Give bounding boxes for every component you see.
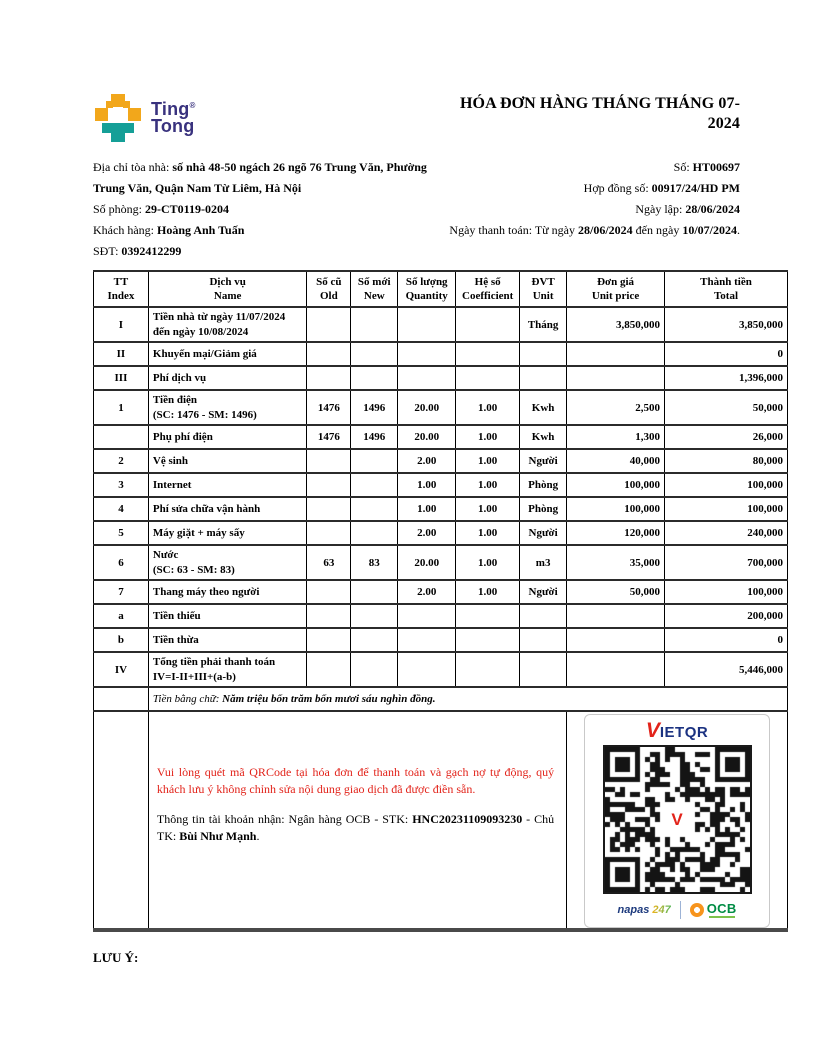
text-segment: 29-CT0119-0204 — [145, 202, 230, 216]
cell-tt: 2 — [94, 449, 149, 473]
text-segment: 10/07/2024 — [682, 223, 737, 237]
qr-code-frame — [603, 745, 752, 894]
cell-qty: 2.00 — [398, 580, 456, 604]
invoice-content — [93, 0, 788, 966]
column-header: TT Index — [94, 271, 149, 307]
cell-tt: 3 — [94, 473, 149, 497]
cell-unit: Phòng — [520, 473, 567, 497]
cell-name: Tổng tiền phải thanh toán IV=I-II+III+(a-b) — [148, 652, 307, 687]
contract-number-line — [443, 178, 740, 199]
cell-tt: 7 — [94, 580, 149, 604]
cell-price — [567, 604, 665, 628]
cell-empty — [94, 711, 149, 930]
table-row — [94, 390, 788, 425]
table-row — [94, 342, 788, 366]
cell-price: 40,000 — [567, 449, 665, 473]
cell-qty: 20.00 — [398, 425, 456, 449]
cell-name: Thang máy theo người — [148, 580, 307, 604]
cell-name: Internet — [148, 473, 307, 497]
cell-name: Tiền nhà từ ngày 11/07/2024 đến ngày 10/08/2024 — [148, 307, 307, 342]
cell-unit: m3 — [520, 545, 567, 580]
text-segment: SĐT: — [93, 244, 122, 258]
table-row — [94, 545, 788, 580]
cell-total: 240,000 — [665, 521, 788, 545]
cell-price: 50,000 — [567, 580, 665, 604]
text-segment: Số phòng: — [93, 202, 146, 216]
cell-name: Phí dịch vụ — [148, 366, 307, 390]
cell-unit: Người — [520, 449, 567, 473]
cell-total: 3,850,000 — [665, 307, 788, 342]
invoice-info — [93, 157, 788, 262]
text-segment: số nhà 48-50 ngách 26 ngõ 76 Trung Văn, Phường Trung Văn, Quận Nam Từ Liêm, Hà Nội — [93, 160, 427, 195]
cell-price: 100,000 — [567, 497, 665, 521]
cell-new — [351, 342, 398, 366]
cell-qty — [398, 342, 456, 366]
cell-new: 1496 — [351, 425, 398, 449]
cell-unit: Phòng — [520, 497, 567, 521]
ocb-text — [707, 902, 737, 918]
cell-new — [351, 497, 398, 521]
text-segment: Hợp đồng số: — [583, 181, 652, 195]
cell-old — [307, 366, 351, 390]
invoice-table — [93, 270, 788, 932]
cell-total: 1,396,000 — [665, 366, 788, 390]
table-row — [94, 307, 788, 342]
cell-total: 100,000 — [665, 473, 788, 497]
issue-date-line — [443, 199, 740, 220]
cell-new — [351, 366, 398, 390]
text-segment: Khách hàng: — [93, 223, 157, 237]
qr-center-logo: V — [664, 807, 690, 833]
cell-tt: 5 — [94, 521, 149, 545]
tingtong-logo-text — [151, 98, 196, 136]
column-header: ĐVT Unit — [520, 271, 567, 307]
cell-total: 5,446,000 — [665, 652, 788, 687]
cell-unit: Tháng — [520, 307, 567, 342]
cell-coef: 1.00 — [456, 449, 520, 473]
cell-new — [351, 521, 398, 545]
text-segment: đến ngày — [632, 223, 683, 237]
text-segment: Ngày lập: — [635, 202, 686, 216]
cell-unit — [520, 342, 567, 366]
text-segment: Tiền bằng chữ: — [152, 693, 223, 705]
cell-qty: 1.00 — [398, 497, 456, 521]
cell-price: 35,000 — [567, 545, 665, 580]
amount-in-words-row — [94, 687, 788, 711]
cell-tt: IV — [94, 652, 149, 687]
cell-tt: b — [94, 628, 149, 652]
ocb-logo — [690, 902, 737, 918]
cell-old — [307, 604, 351, 628]
cell-name: Phí sửa chữa vận hành — [148, 497, 307, 521]
cell-tt: III — [94, 366, 149, 390]
cell-unit: Kwh — [520, 425, 567, 449]
tingtong-logo — [93, 94, 196, 142]
cell-qty — [398, 628, 456, 652]
cell-unit — [520, 604, 567, 628]
info-left — [93, 157, 443, 262]
cell-coef: 1.00 — [456, 497, 520, 521]
napas-logo — [618, 904, 671, 916]
table-row — [94, 628, 788, 652]
cell-old — [307, 580, 351, 604]
table-row — [94, 473, 788, 497]
cell-qty — [398, 307, 456, 342]
info-right — [443, 157, 788, 262]
cell-price — [567, 366, 665, 390]
cell-old — [307, 628, 351, 652]
napas-text: napas — [617, 904, 650, 916]
header — [93, 0, 788, 142]
cell-unit: Người — [520, 580, 567, 604]
cell-new — [351, 580, 398, 604]
cell-tt: 4 — [94, 497, 149, 521]
cell-new — [351, 652, 398, 687]
invoice-number-line — [443, 157, 740, 178]
ocb-subtext-bar — [709, 916, 735, 918]
qr-payment-note: Vui lòng quét mã QRCode tại hóa đơn để thanh toán và gạch nợ tự động, quý khách lưu ý không chỉnh sửa nội dung giao dịch đã được điền sẵn. — [156, 765, 555, 797]
cell-unit: Người — [520, 521, 567, 545]
cell-tt — [94, 425, 149, 449]
cell-old — [307, 521, 351, 545]
cell-total: 700,000 — [665, 545, 788, 580]
cell-total: 50,000 — [665, 390, 788, 425]
cell-tt: II — [94, 342, 149, 366]
cell-tt: a — [94, 604, 149, 628]
logo-line2: Tong — [151, 116, 195, 136]
text-segment: HT00697 — [692, 160, 740, 174]
cell-qty: 20.00 — [398, 390, 456, 425]
ocb-name-text: OCB — [706, 901, 737, 916]
napas-247-text: 247 — [652, 904, 671, 916]
qr-cell — [567, 711, 788, 930]
cell-old — [307, 342, 351, 366]
vietqr-logo — [646, 720, 708, 741]
cell-price — [567, 652, 665, 687]
text-segment: 0392412299 — [121, 244, 182, 258]
cell-coef: 1.00 — [456, 390, 520, 425]
cell-old — [307, 449, 351, 473]
text-segment: Hoàng Anh Tuấn — [156, 223, 245, 237]
invoice-table-body — [94, 307, 788, 687]
logo-line1: Ting — [151, 98, 190, 119]
text-segment: Địa chỉ tòa nhà: — [93, 160, 173, 174]
invoice-table-foot — [94, 687, 788, 930]
cell-qty: 20.00 — [398, 545, 456, 580]
footer-note-label: LƯU Ý: — [93, 950, 139, 965]
table-row — [94, 497, 788, 521]
cell-price: 120,000 — [567, 521, 665, 545]
registered-mark: ® — [189, 100, 196, 110]
partner-divider — [680, 901, 681, 919]
cell-total: 80,000 — [665, 449, 788, 473]
cell-empty — [94, 687, 149, 711]
account-info — [157, 811, 554, 846]
vietqr-card — [584, 714, 770, 928]
cell-total: 100,000 — [665, 580, 788, 604]
cell-old — [307, 307, 351, 342]
text-segment: 00917/24/HD PM — [651, 181, 740, 195]
text-segment: Bùi Như Mạnh — [179, 829, 257, 844]
cell-new — [351, 307, 398, 342]
cell-old: 1476 — [307, 425, 351, 449]
cell-name: Tiền thừa — [148, 628, 307, 652]
cell-new: 1496 — [351, 390, 398, 425]
payment-text-cell — [148, 711, 566, 930]
cell-coef — [456, 342, 520, 366]
ocb-circle-icon — [690, 903, 704, 917]
cell-coef — [456, 604, 520, 628]
cell-old — [307, 652, 351, 687]
cell-new — [351, 473, 398, 497]
cell-old: 63 — [307, 545, 351, 580]
page-title: HÓA ĐƠN HÀNG THÁNG THÁNG 07-2024 — [459, 95, 740, 132]
column-header: Thành tiền Total — [665, 271, 788, 307]
text-segment: Thông tin tài khoản nhận: Ngân hàng OCB - STK: — [156, 811, 413, 826]
cell-price — [567, 342, 665, 366]
cell-old: 1476 — [307, 390, 351, 425]
cell-old — [307, 473, 351, 497]
cell-new — [351, 628, 398, 652]
building-address-line — [93, 157, 443, 199]
cell-tt: 1 — [94, 390, 149, 425]
room-number-line — [93, 199, 443, 220]
cell-qty — [398, 604, 456, 628]
cell-coef: 1.00 — [456, 580, 520, 604]
phone-line — [93, 241, 443, 262]
cell-name: Tiền thiếu — [148, 604, 307, 628]
table-row — [94, 366, 788, 390]
column-header: Số mới New — [351, 271, 398, 307]
cell-coef: 1.00 — [456, 473, 520, 497]
cell-qty: 2.00 — [398, 521, 456, 545]
cell-price: 2,500 — [567, 390, 665, 425]
cell-new — [351, 604, 398, 628]
cell-unit — [520, 628, 567, 652]
vietqr-v-letter: V — [645, 719, 660, 742]
cell-coef — [456, 366, 520, 390]
cell-price: 100,000 — [567, 473, 665, 497]
cell-unit — [520, 366, 567, 390]
cell-name: Khuyến mại/Giảm giá — [148, 342, 307, 366]
cell-tt: I — [94, 307, 149, 342]
cell-total: 200,000 — [665, 604, 788, 628]
text-segment: . — [737, 223, 740, 237]
cell-total: 100,000 — [665, 497, 788, 521]
tingtong-logo-icon — [93, 94, 143, 142]
cell-coef: 1.00 — [456, 521, 520, 545]
cell-total: 26,000 — [665, 425, 788, 449]
cell-tt: 6 — [94, 545, 149, 580]
cell-name: Máy giặt + máy sấy — [148, 521, 307, 545]
cell-qty — [398, 652, 456, 687]
amount-in-words-cell — [148, 687, 787, 711]
cell-new: 83 — [351, 545, 398, 580]
text-segment: 28/06/2024 — [578, 223, 633, 237]
payment-row — [94, 711, 788, 930]
text-segment: - Chủ TK: — [156, 811, 555, 844]
table-row — [94, 604, 788, 628]
cell-name: Vệ sinh — [148, 449, 307, 473]
cell-coef: 1.00 — [456, 425, 520, 449]
table-row — [94, 449, 788, 473]
cell-coef — [456, 628, 520, 652]
text-segment: Số: — [673, 160, 693, 174]
text-segment: Ngày thanh toán: Từ ngày — [449, 223, 578, 237]
cell-old — [307, 497, 351, 521]
column-header: Số lượng Quantity — [398, 271, 456, 307]
cell-price: 3,850,000 — [567, 307, 665, 342]
cell-total: 0 — [665, 628, 788, 652]
cell-coef — [456, 652, 520, 687]
cell-name: Phụ phí điện — [148, 425, 307, 449]
table-row — [94, 521, 788, 545]
vietqr-rest-letters: IETQR — [659, 724, 709, 741]
cell-total: 0 — [665, 342, 788, 366]
column-header: Dịch vụ Name — [148, 271, 307, 307]
cell-unit: Kwh — [520, 390, 567, 425]
cell-unit — [520, 652, 567, 687]
column-header: Đơn giá Unit price — [567, 271, 665, 307]
cell-name: Nước (SC: 63 - SM: 83) — [148, 545, 307, 580]
column-header: Hệ số Coefficient — [456, 271, 520, 307]
table-row — [94, 652, 788, 687]
cell-name: Tiền điện (SC: 1476 - SM: 1496) — [148, 390, 307, 425]
text-segment: HNC20231109093230 — [412, 811, 523, 826]
cell-qty: 1.00 — [398, 473, 456, 497]
cell-qty — [398, 366, 456, 390]
text-segment: Năm triệu bốn trăm bốn mươi sáu nghìn đồng. — [222, 693, 436, 705]
header-row — [94, 271, 788, 307]
cell-price — [567, 628, 665, 652]
qr-partner-logos — [618, 901, 737, 919]
cell-coef: 1.00 — [456, 545, 520, 580]
text-segment: 28/06/2024 — [685, 202, 740, 216]
text-segment: . — [256, 829, 260, 844]
invoice-table-head — [94, 271, 788, 307]
column-header: Số cũ Old — [307, 271, 351, 307]
payment-period-line — [443, 220, 740, 241]
table-row — [94, 425, 788, 449]
cell-price: 1,300 — [567, 425, 665, 449]
table-row — [94, 580, 788, 604]
customer-name-line — [93, 220, 443, 241]
cell-coef — [456, 307, 520, 342]
cell-qty: 2.00 — [398, 449, 456, 473]
cell-new — [351, 449, 398, 473]
